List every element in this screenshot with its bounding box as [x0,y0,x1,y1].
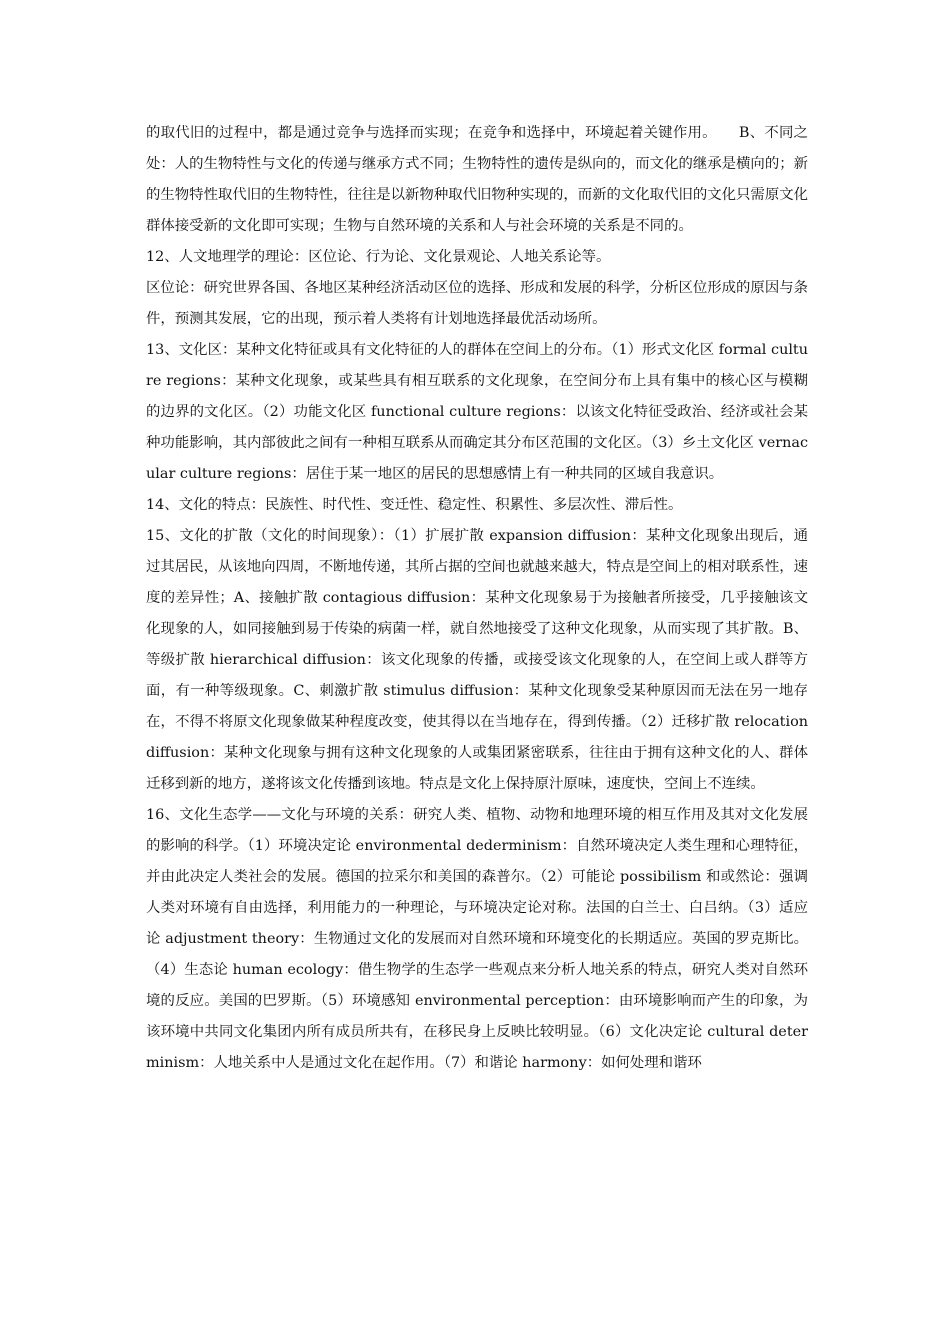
document-page [146,118,808,1079]
paragraph-16: 16、文化生态学——文化与环境的关系：研究人类、植物、动物和地理环境的相互作用及其对文化发展的影响的科学。（1）环境决定论 environmental dederminism：自然环境决定人类生理和心理特征，并由此决定人类社会的发展。德国的拉采尔和美国的森普尔。（2）可能论 possibilism 和或然论：强调人类对环境有自由选择，利用能力的一种理论，与环境决定论对称。法国的白兰士、白吕纳。（3）适应论 adjustment theory：生物通过文化的发展而对自然环境和环境变化的长期适应。英国的罗克斯比。（4）生态论 human ecology：借生物学的生态学一些观点来分析人地关系的特点，研究人类对自然环境的反应。美国的巴罗斯。（5）环境感知 environmental perception：由环境影响而产生的印象，为该环境中共同文化集团内所有成员所共有，在移民身上反映比较明显。（6）文化决定论 cultural determinism：人地关系中人是通过文化在起作用。（7）和谐论 harmony：如何处理和谐环 [146,807,808,1071]
paragraph-14: 14、文化的特点：民族性、时代性、变迁性、稳定性、积累性、多层次性、滞后性。 [146,497,683,513]
paragraph-12: 12、人文地理学的理论：区位论、行为论、文化景观论、人地关系论等。 [146,249,611,265]
paragraph-continuation: 的取代旧的过程中，都是通过竞争与选择而实现；在竞争和选择中，环境起着关键作用。 B、不同之处：人的生物特性与文化的传递与继承方式不同；生物特性的遗传是纵向的，而文化的继承是横向的；新的生物特性取代旧的生物特性，往往是以新物种取代旧物种实现的，而新的文化取代旧的文化只需原文化群体接受新的文化即可实现；生物与自然环境的关系和人与社会环境的关系是不同的。 [146,125,808,234]
paragraph-13: 13、文化区：某种文化特征或具有文化特征的人的群体在空间上的分布。（1）形式文化区 formal culture regions：某种文化现象，或某些具有相互联系的文化现象，在空间分布上具有集中的核心区与模糊的边界的文化区。（2）功能文化区 functional culture regions：以该文化特征受政治、经济或社会某种功能影响，其内部彼此之间有一种相互联系从而确定其分布区范围的文化区。（3）乡土文化区 vernacular culture regions：居住于某一地区的居民的思想感情上有一种共同的区域自我意识。 [146,342,808,482]
paragraph-15: 15、文化的扩散（文化的时间现象）：（1）扩展扩散 expansion diffusion：某种文化现象出现后，通过其居民，从该地向四周，不断地传递，其所占据的空间也就越来越大，特点是空间上的相对联系性，速度的差异性；A、接触扩散 contagious diffusion：某种文化现象易于为接触者所接受，几乎接触该文化现象的人，如同接触到易于传染的病菌一样，就自然地接受了这种文化现象，从而实现了其扩散。B、等级扩散 hierarchical diffusion：该文化现象的传播，或接受该文化现象的人，在空间上或人群等方面，有一种等级现象。C、刺激扩散 stimulus diffusion：某种文化现象受某种原因而无法在另一地存在，不得不将原文化现象做某种程度改变，使其得以在当地存在，得到传播。（2）迁移扩散 relocation diffusion：某种文化现象与拥有这种文化现象的人或集团紧密联系，往往由于拥有这种文化的人、群体迁移到新的地方，遂将该文化传播到该地。特点是文化上保持原汁原味，速度快，空间上不连续。 [146,528,808,792]
paragraph-location-theory: 区位论：研究世界各国、各地区某种经济活动区位的选择、形成和发展的科学，分析区位形成的原因与条件，预测其发展，它的出现，预示着人类将有计划地选择最优活动场所。 [146,280,808,327]
